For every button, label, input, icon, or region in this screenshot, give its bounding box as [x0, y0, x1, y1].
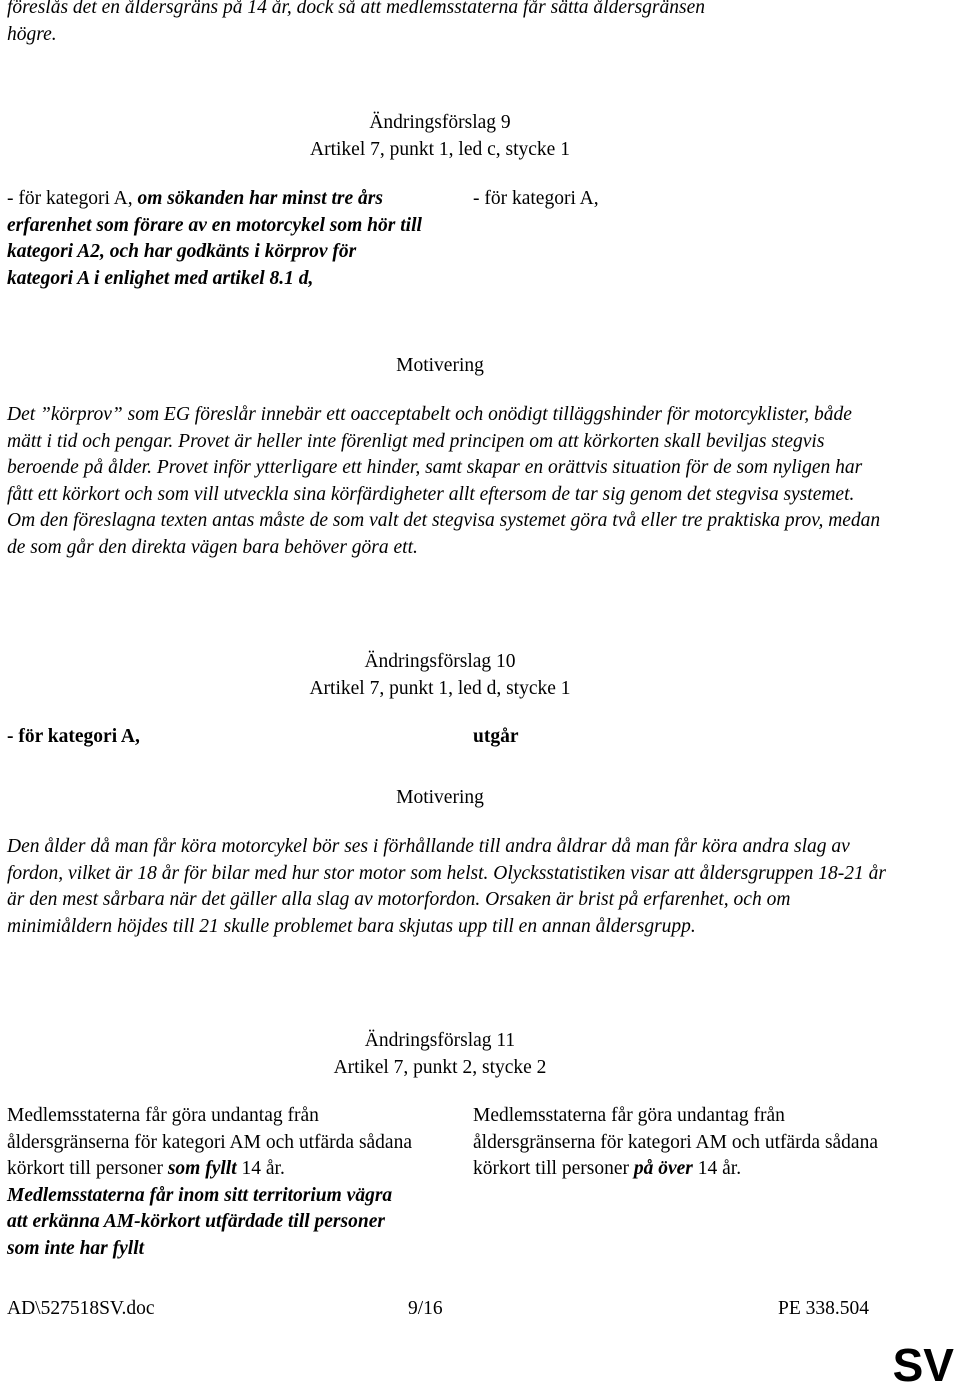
- amendment-11-left-plain-1: Medlemsstaterna får göra undantag från åldersgränserna för kategori AM och utfärda sådana körkort till personer: [7, 1105, 412, 1179]
- amendment-10-title: Ändringsförslag 10: [364, 651, 516, 672]
- amendment-11-right-plain-2: 14 år.: [692, 1158, 742, 1179]
- amendment-9-commission-text: [7, 186, 427, 292]
- amendment-9-header: [0, 110, 880, 163]
- language-mark: SV: [892, 1339, 954, 1391]
- amendment-9-left-changed: om sökanden har minst tre års erfarenhet som förare av en motorcykel som hör till kategori A2, och har godkänts i körprov för kategori A i enlighet med artikel 8.1 d,: [7, 188, 422, 289]
- footer-doc-ref: AD\527518SV.doc: [7, 1298, 155, 1319]
- amendment-11-right-plain-1: Medlemsstaterna får göra undantag från åldersgränserna för kategori AM och utfärda sådana körkort till personer: [473, 1105, 878, 1179]
- motivation-10-paragraph: [7, 834, 887, 940]
- motivation-9-text: Det ”körprov” som EG föreslår innebär ett oacceptabelt och onödigt tilläggshinder för motorcyklister, både mätt i tid och pengar. Provet är heller inte förenligt med principen om att körkorten skall beviljas stegvis beroende på ålder. Provet inför ytterligare ett hinder, samt skapar en orättvis situation för de som nyligen har fått ett körkort och som vill utveckla sina körfärdigheter allt eftersom de tar sig genom det stegvisa systemet. Om den föreslagna texten antas måste de som valt det stegvisa systemet göra två eller tre praktiska prov, medan de som går den direkta vägen bara behöver göra ett.: [7, 404, 881, 558]
- motivation-9-paragraph: [7, 402, 887, 561]
- motivation-9-heading: Motivering: [396, 355, 484, 376]
- amendment-9-title: Ändringsförslag 9: [369, 112, 511, 133]
- motivation-10-text: Den ålder då man får köra motorcykel bör ses i förhållande till andra åldrar då man får köra andra slag av fordon, vilket är 18 år för bilar med hur stor motor som helst. Olycksstatistiken visar att åldersgruppen 18-21 år är den mest sårbara när det gäller alla slag av motorfordon. Orsaken är brist på erfarenhet, och om minimiåldern höjdes till 21 skulle problemet bara skjutas upp till en annan åldersgrupp.: [7, 836, 886, 937]
- amendment-10-article: Artikel 7, punkt 1, led d, stycke 1: [309, 677, 571, 699]
- amendment-11-left-changed-1: som fyllt: [167, 1158, 237, 1179]
- continuation-line-1: föreslås det en åldersgräns på 14 år, dock så att medlemsstaterna får sätta åldersgränsen: [7, 0, 706, 18]
- amendment-11-article: Artikel 7, punkt 2, stycke 2: [333, 1056, 547, 1078]
- amendment-11-commission-text: [7, 1103, 417, 1262]
- amendment-10-parliament-text: utgår: [473, 726, 519, 747]
- footer-page-number: 9/16: [408, 1298, 443, 1319]
- amendment-11-parliament-text: [473, 1103, 883, 1183]
- motivation-10-heading: Motivering: [396, 787, 484, 808]
- amendment-11-title: Ändringsförslag 11: [364, 1030, 516, 1051]
- amendment-9-left-prefix: - för kategori A,: [7, 188, 138, 209]
- amendment-11-right-changed-1: på över: [633, 1158, 693, 1179]
- amendment-11-left-changed-2: Medlemsstaterna får inom sitt territorium vägra att erkänna AM-körkort utfärdade till personer som inte har fyllt: [7, 1184, 393, 1259]
- footer-pe-ref: PE 338.504: [778, 1298, 870, 1319]
- continuation-paragraph: [7, 0, 887, 48]
- amendment-11-left-plain-2: 14 år.: [236, 1158, 285, 1179]
- amendment-10-commission-text: - för kategori A,: [7, 726, 140, 747]
- amendment-9-article: Artikel 7, punkt 1, led c, stycke 1: [310, 138, 570, 160]
- amendment-9-parliament-text: - för kategori A,: [473, 188, 599, 209]
- amendment-10-header: [0, 649, 880, 702]
- amendment-11-header: [0, 1028, 880, 1081]
- continuation-line-2: högre.: [7, 23, 57, 45]
